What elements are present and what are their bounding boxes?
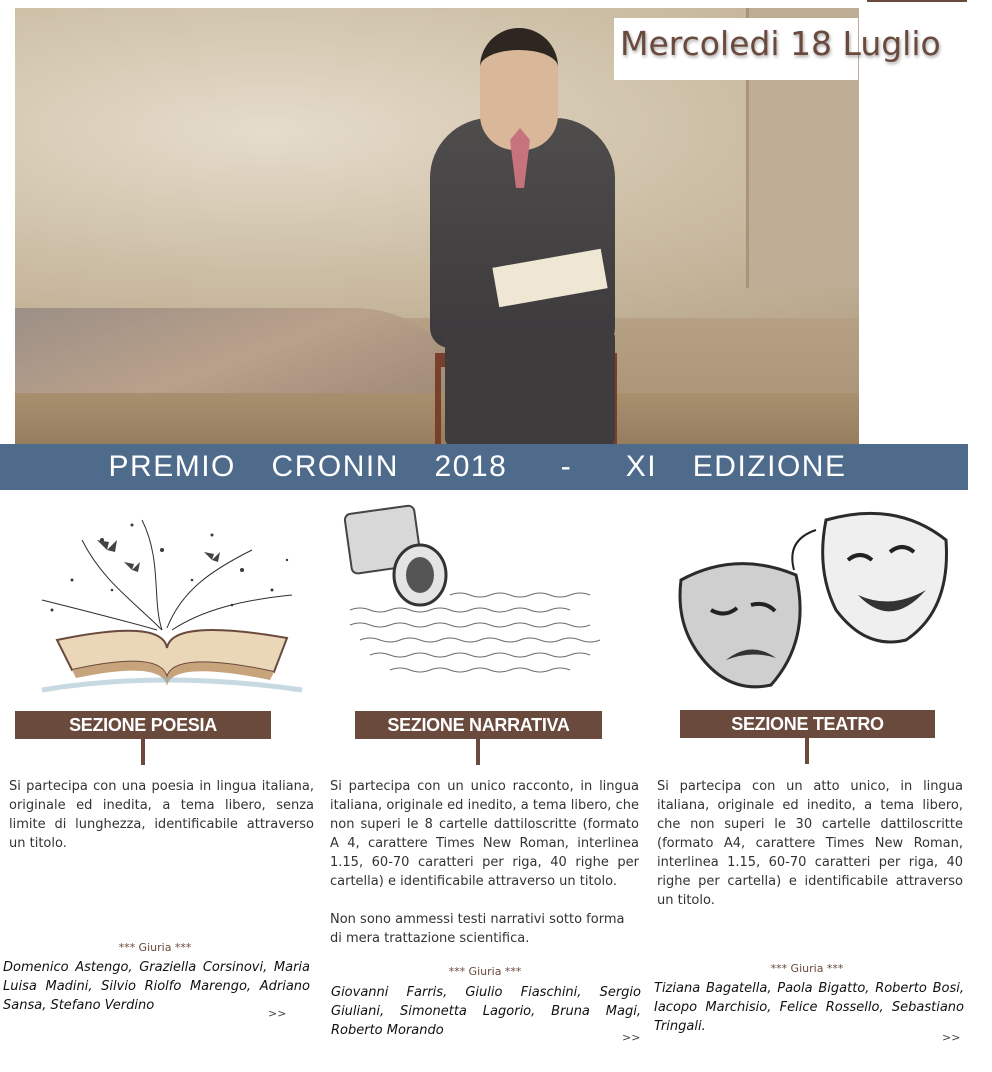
section-description-teatro: Si partecipa con un atto unico, in lingua italiana, originale ed inedito, a tema libero, che non superi le 30 cartelle dattiloscritte (formato A4, carattere Times New Roman, interlinea 1.15, 60-70 caratteri per riga, 40 righe per cartella) e identificabile attraverso un titolo. bbox=[657, 779, 963, 908]
giuria-title-poesia: *** Giuria *** bbox=[118, 941, 192, 954]
hero-writer-figure bbox=[410, 28, 640, 458]
banner-title: PREMIO CRONIN 2018 - XI EDIZIONE bbox=[108, 450, 847, 483]
more-link-teatro[interactable]: >> bbox=[942, 1031, 961, 1044]
section-stem-narrativa bbox=[476, 739, 480, 765]
book-butterflies-illustration bbox=[12, 500, 317, 700]
section-label-poesia[interactable]: SEZIONE POESIA bbox=[15, 711, 271, 739]
jury-list-poesia: Domenico Astengo, Graziella Corsinovi, Maria Luisa Madini, Silvio Riolfo Marengo, Adriano Sansa, Stefano Verdino bbox=[3, 960, 310, 1013]
giuria-title-teatro: *** Giuria *** bbox=[770, 962, 844, 975]
more-link-narrativa[interactable]: >> bbox=[622, 1031, 641, 1044]
ink-bottle-illustration bbox=[330, 500, 640, 690]
jury-list-teatro: Tiziana Bagatella, Paola Bigatto, Roberto Bosi, Iacopo Marchisio, Felice Rossello, Sebastiano Tringali. bbox=[654, 981, 964, 1034]
section-stem-teatro bbox=[805, 738, 809, 764]
section-description-narrativa: Si partecipa con un unico racconto, in lingua italiana, originale ed inedito, a tema libero, che non superi le 8 cartelle dattiloscritte (formato A 4, carattere Times New Roman, interlinea 1.15, 60-70 caratteri per riga, 40 righe per cartella) e identificabile attraverso un titolo. bbox=[330, 779, 639, 889]
section-label-narrativa[interactable]: SEZIONE NARRATIVA bbox=[355, 711, 602, 739]
more-link-poesia[interactable]: >> bbox=[268, 1007, 287, 1020]
jury-list-narrativa: Giovanni Farris, Giulio Fiaschini, Sergio Giuliani, Simonetta Lagorio, Bruna Magi, Roberto Morando bbox=[331, 985, 641, 1038]
section-description-poesia: Si partecipa con una poesia in lingua italiana, originale ed inedita, a tema libero, senza limite di lunghezza, identificabile attraverso un titolo. bbox=[9, 779, 314, 851]
section-stem-poesia bbox=[141, 739, 145, 765]
giuria-title-narrativa: *** Giuria *** bbox=[448, 965, 522, 978]
event-date: Mercoledi 18 Luglio bbox=[620, 24, 941, 63]
section-description-narrativa-extra: Non sono ammessi testi narrativi sotto forma di mera trattazione scientifica. bbox=[330, 912, 625, 946]
section-label-teatro[interactable]: SEZIONE TEATRO bbox=[680, 710, 935, 738]
top-accent-line bbox=[867, 0, 967, 2]
theater-masks-illustration bbox=[676, 500, 956, 700]
